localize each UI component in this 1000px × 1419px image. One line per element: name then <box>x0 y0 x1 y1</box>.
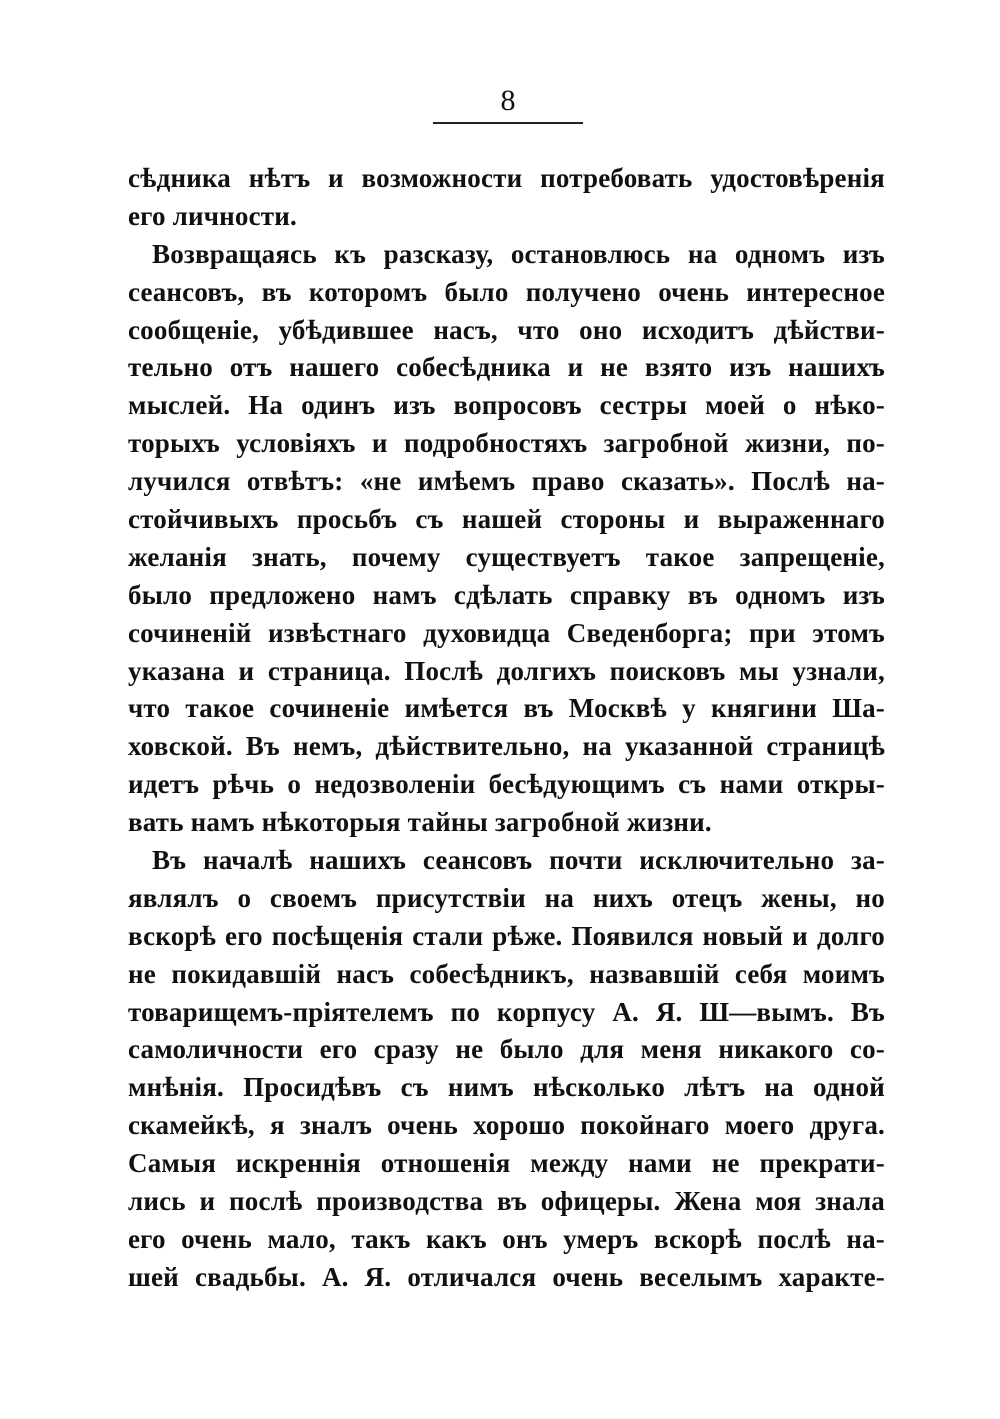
text-line: идетъ рѣчь о недозволеніи бесѣдующимъ съ нами откры- <box>128 769 885 800</box>
text-line: указана и страница. Послѣ долгихъ поисковъ мы узнали, <box>128 655 885 686</box>
text-line: сеансовъ, въ которомъ было получено очень интересное <box>128 276 885 307</box>
text-line: сочиненій извѣстнаго духовидца Сведенборга; при этомъ <box>128 617 885 648</box>
body-text <box>128 160 885 1297</box>
text-line: торыхъ условіяхъ и подробностяхъ загробной жизни, по- <box>128 428 885 459</box>
header-rule <box>433 122 583 124</box>
text-line: его очень мало, такъ какъ онъ умеръ вскорѣ послѣ на- <box>128 1223 885 1254</box>
text-line: шей свадьбы. А. Я. отличался очень веселымъ характе- <box>128 1261 885 1292</box>
text-line: мыслей. На одинъ изъ вопросовъ сестры моей о нѣко- <box>128 390 885 421</box>
text-line: вскорѣ его посѣщенія стали рѣже. Появился новый и долго <box>128 920 885 951</box>
text-line: желанія знать, почему существуетъ такое запрещеніе, <box>128 541 885 572</box>
text-line: товарищемъ-пріятелемъ по корпусу А. Я. Ш—вымъ. Въ <box>128 996 885 1027</box>
text-line: скамейкѣ, я зналъ очень хорошо покойнаго моего друга. <box>128 1110 885 1141</box>
text-line: было предложено намъ сдѣлать справку въ одномъ изъ <box>128 579 885 610</box>
text-line: что такое сочиненіе имѣется въ Москвѣ у княгини Ша- <box>128 693 885 724</box>
text-line: лись и послѣ производства въ офицеры. Жена моя знала <box>128 1186 885 1217</box>
text-line: самоличности его сразу не было для меня никакого со- <box>128 1034 885 1065</box>
text-line: мнѣнія. Просидѣвъ съ нимъ нѣсколько лѣтъ на одной <box>128 1072 885 1103</box>
text-line: Возвращаясь къ разсказу, остановлюсь на одномъ изъ <box>152 238 885 269</box>
text-line: тельно отъ нашего собесѣдника и не взято изъ нашихъ <box>128 352 885 383</box>
text-line: сообщеніе, убѣдившее насъ, что оно исходитъ дѣйстви- <box>128 314 885 345</box>
text-line: Самыя искреннія отношенія между нами не прекрати- <box>128 1148 885 1179</box>
text-line: сѣдника нѣтъ и возможности потребовать удостовѣренія <box>128 163 885 193</box>
text-line: вать намъ нѣкоторыя тайны загробной жизни. <box>128 807 712 838</box>
text-line: являлъ о своемъ присутствіи на нихъ отецъ жены, но <box>128 882 885 913</box>
page-number: 8 <box>500 84 516 117</box>
text-line: стойчивыхъ просьбъ съ нашей стороны и выраженнаго <box>128 504 885 535</box>
text-line: ховской. Въ немъ, дѣйствительно, на указанной страницѣ <box>128 731 885 762</box>
text-line: не покидавшій насъ собесѣдникъ, назвавшій себя моимъ <box>128 958 885 989</box>
text-line: лучился отвѣтъ: «не имѣемъ право сказать». Послѣ на- <box>128 466 885 497</box>
text-line: его личности. <box>128 200 297 231</box>
text-line: Въ началѣ нашихъ сеансовъ почти исключительно за- <box>152 845 885 876</box>
